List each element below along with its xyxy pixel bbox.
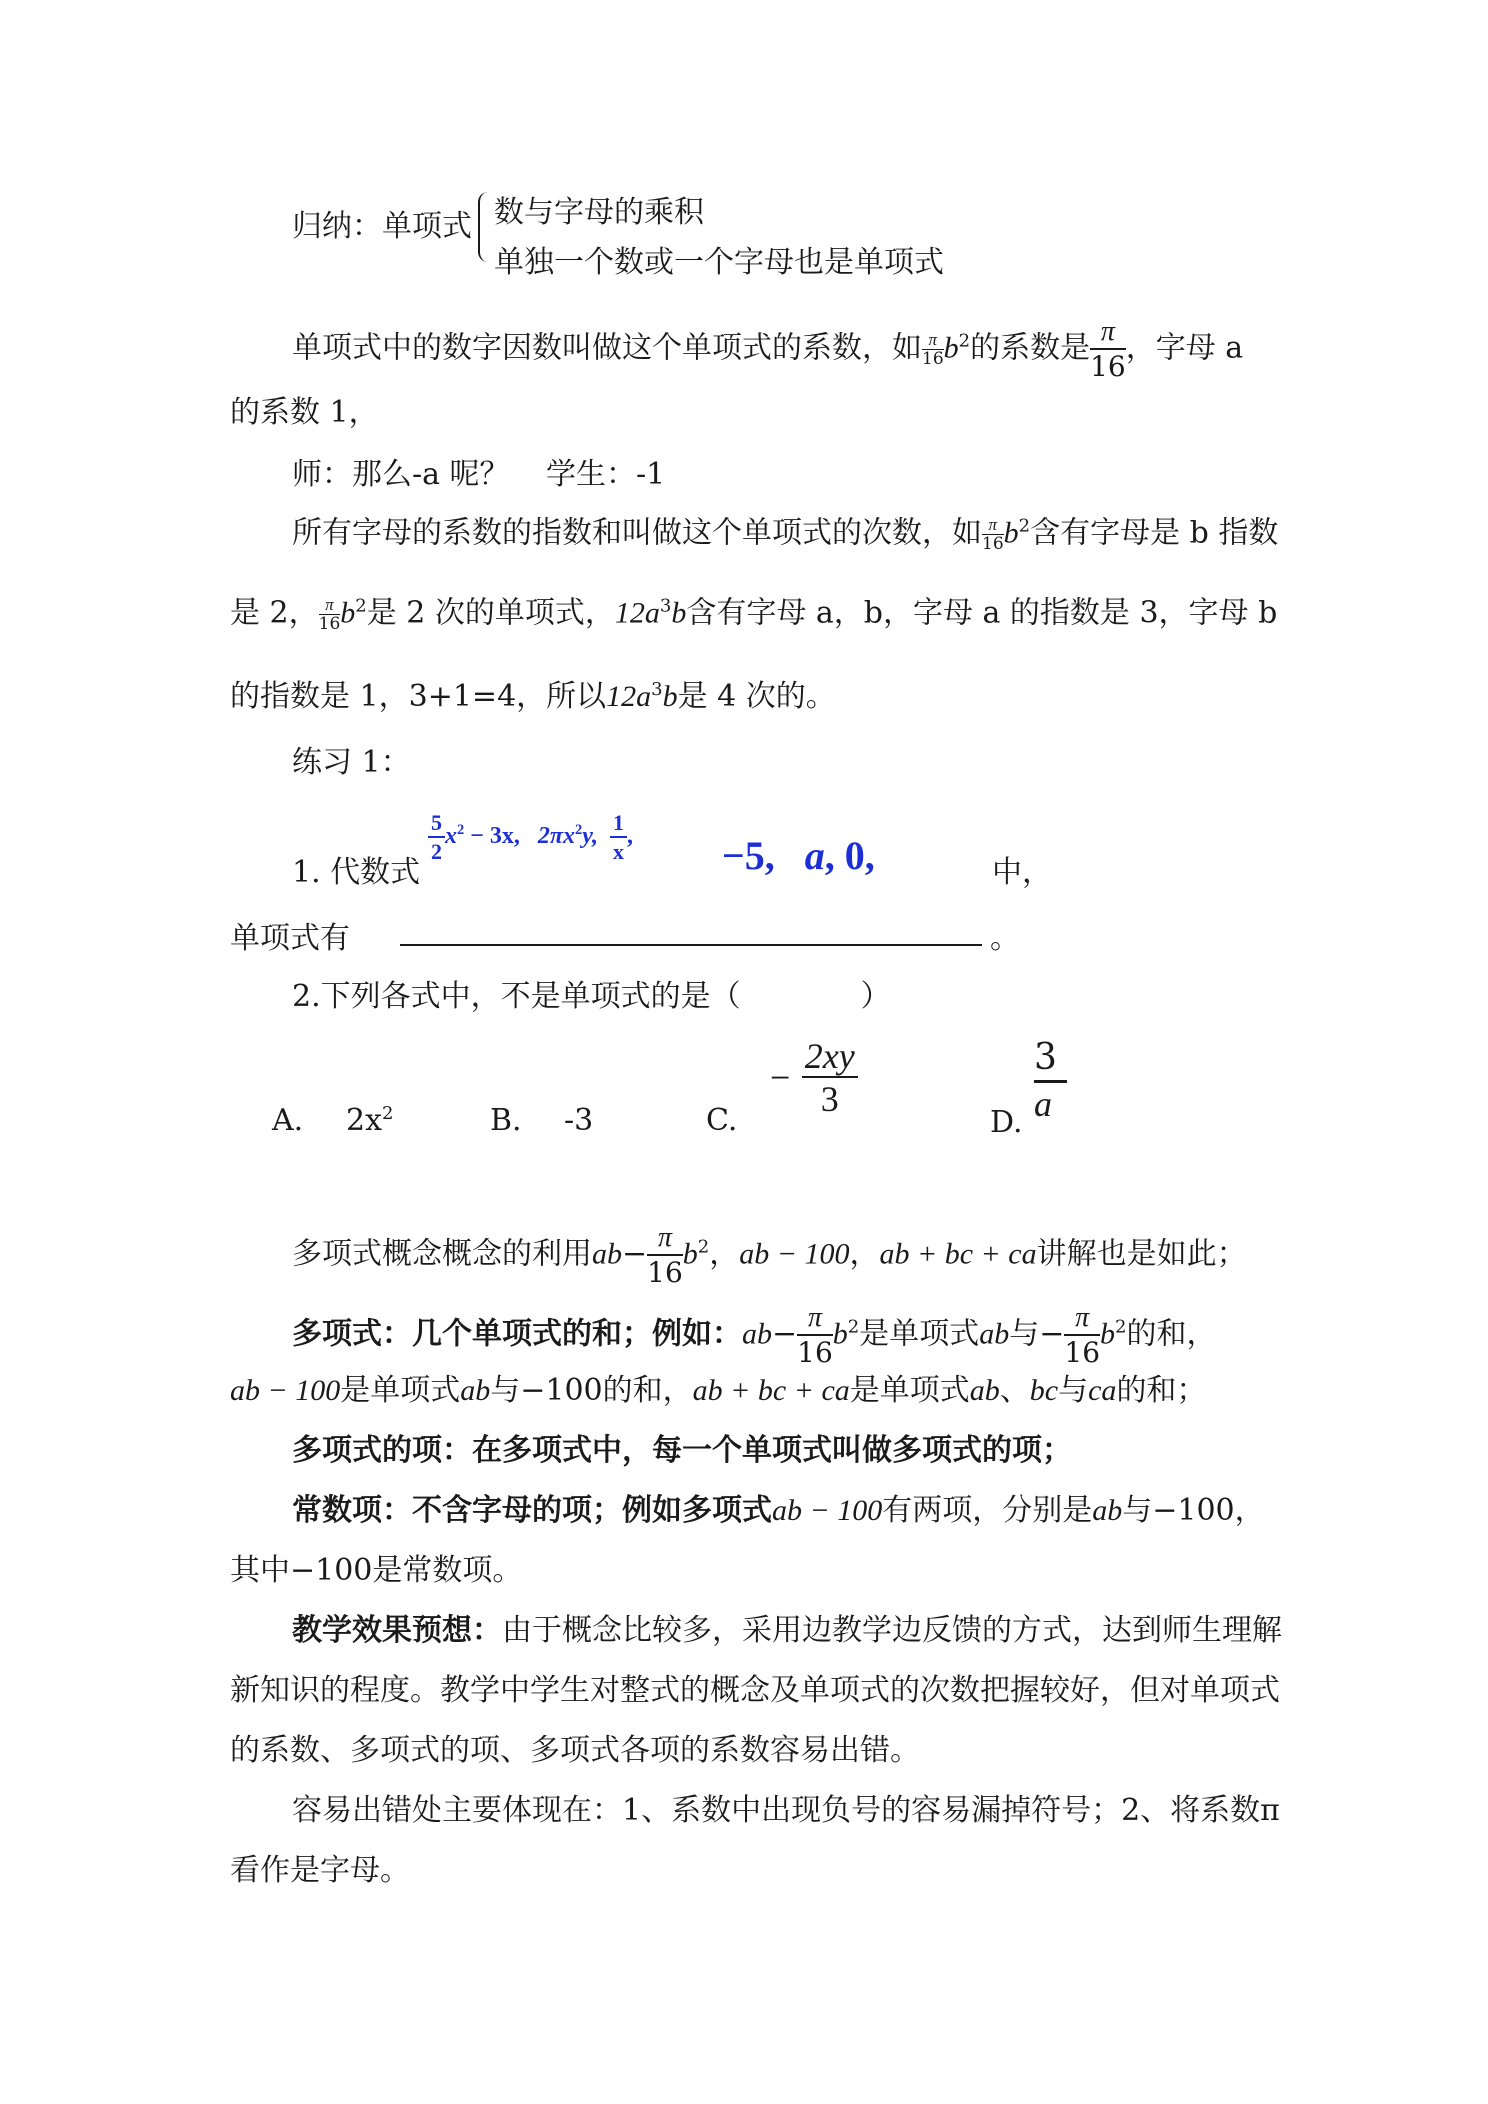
- effect-line-4: 容易出错处主要体现在：1、系数中出现负号的容易漏掉符号；2、将系数π: [292, 1793, 1280, 1828]
- poly-intro: 多项式概念概念的利用ab− $\frac{\pi}{16}$ $b^2$，ab − 100，ab + bc + ca讲解也是如此；: [292, 1222, 1247, 1289]
- effect-line-2: 新知识的程度。教学中学生对整式的概念及单项式的次数把握较好，但对单项式: [230, 1673, 1280, 1708]
- answer-blank[interactable]: [400, 944, 982, 946]
- option-d-label[interactable]: D.: [990, 1105, 1023, 1140]
- q1-constants: −5, a, 0,: [722, 833, 875, 878]
- option-c-label[interactable]: C.: [706, 1103, 738, 1138]
- fraction-2xy-3: $\frac{2xy}{3}$: [802, 1038, 858, 1117]
- constant-term-definition: 常数项：不含字母的项；例如多项式ab − 100有两项，分别是ab与−100，: [292, 1493, 1265, 1528]
- fraction-5-2: $\frac{5}{2}$: [428, 812, 445, 863]
- q1-line-end: 。: [990, 921, 1020, 956]
- text: ，字母 a: [1125, 330, 1244, 366]
- fraction-pi-16: $\frac{\pi}{16}$: [1064, 1302, 1101, 1369]
- option-c-value: − $\frac{2xy}{3}$: [770, 1038, 858, 1117]
- text: 的系数是: [970, 330, 1091, 366]
- fraction-pi-16: $\frac{\pi}{16}$: [797, 1302, 833, 1369]
- q2-question: 2.下列各式中，不是单项式的是（ ）: [292, 979, 891, 1014]
- curly-brace: [478, 192, 494, 262]
- effect-line-1: 教学效果预想：由于概念比较多，采用边教学边反馈的方式，达到师生理解: [292, 1613, 1282, 1648]
- fraction-pi-16: $\frac{\pi}{16}$: [1090, 316, 1126, 383]
- summary-item-2: 单独一个数或一个字母也是单项式: [494, 245, 944, 280]
- teacher-question: 师：那么-a 呢？: [292, 457, 510, 492]
- fraction-1-x: $\frac{1}{x}$: [610, 812, 627, 863]
- practice-title: 练习 1：: [292, 745, 411, 780]
- poly-term-definition: 多项式的项：在多项式中，每一个单项式叫做多项式的项；: [292, 1433, 1072, 1468]
- option-a-value: $2x^2$: [346, 1103, 394, 1138]
- fraction-pi-16-small: $\frac{\pi}{16}$: [318, 595, 341, 634]
- summary-label: 归纳：单项式: [292, 209, 472, 244]
- var-b: b: [943, 331, 959, 365]
- constant-term-line-2: 其中−100是常数项。: [230, 1553, 523, 1588]
- degree-paragraph: 所有字母的系数的指数和叫做这个单项式的次数，如 $\frac{\pi}{16}$ $b^2$含有字母是 b 指数: [292, 515, 1279, 554]
- option-a-label[interactable]: A.: [272, 1103, 304, 1138]
- summary-item-1: 数与字母的乘积: [494, 195, 704, 230]
- effect-line-3: 的系数、多项式的项、多项式各项的系数容易出错。: [230, 1733, 920, 1768]
- fraction-3-a: $\frac{3}{a}$: [1034, 1040, 1067, 1122]
- q1-answer-label: 单项式有: [230, 921, 350, 956]
- q1-prefix: 1. 代数式: [292, 855, 421, 890]
- q1-suffix: 中，: [992, 855, 1052, 890]
- option-b-value: -3: [564, 1103, 594, 1138]
- coefficient-paragraph: 单项式中的数字因数叫做这个单项式的系数，如 $\frac{\pi}{16}$ $b^2$的系数是 $\frac{\pi}{16}$ ，字母 a: [292, 316, 1244, 383]
- student-answer: 学生：-1: [546, 457, 666, 492]
- fraction-pi-16-small: $\frac{\pi}{16}$: [982, 515, 1004, 554]
- degree-line-3: 的指数是 1，3+1=4，所以$12a^3b$是 4 次的。: [230, 679, 836, 714]
- option-d-value: [1034, 1037, 1067, 1124]
- text: 单项式中的数字因数叫做这个单项式的系数，如: [292, 330, 922, 366]
- degree-line-2: 是 2， $\frac{\pi}{16}$ $b^2$是 2 次的单项式，$12a^3b$含有字母 a，b，字母 a 的指数是 3，字母 b: [230, 595, 1278, 634]
- poly-line-3: ab − 100是单项式ab与−100的和，ab + bc + ca是单项式ab、bc与ca的和；: [230, 1373, 1207, 1408]
- q1-expressions: $\frac{5}{2}$ $x^2 - 3x$, $2\pi x^2y$, $\frac{1}{x}$ ,: [428, 812, 633, 863]
- fraction-pi-16-small: $\frac{\pi}{16}$: [922, 330, 944, 369]
- effect-line-5: 看作是字母。: [230, 1853, 410, 1888]
- fraction-pi-16: $\frac{\pi}{16}$: [647, 1222, 683, 1289]
- option-b-label[interactable]: B.: [490, 1103, 522, 1138]
- poly-definition: 多项式：几个单项式的和；例如：ab− $\frac{\pi}{16}$ $b^2$是单项式ab与− $\frac{\pi}{16}$ $b^2$的和，: [292, 1302, 1217, 1369]
- coefficient-line-2: 的系数 1，: [230, 395, 379, 430]
